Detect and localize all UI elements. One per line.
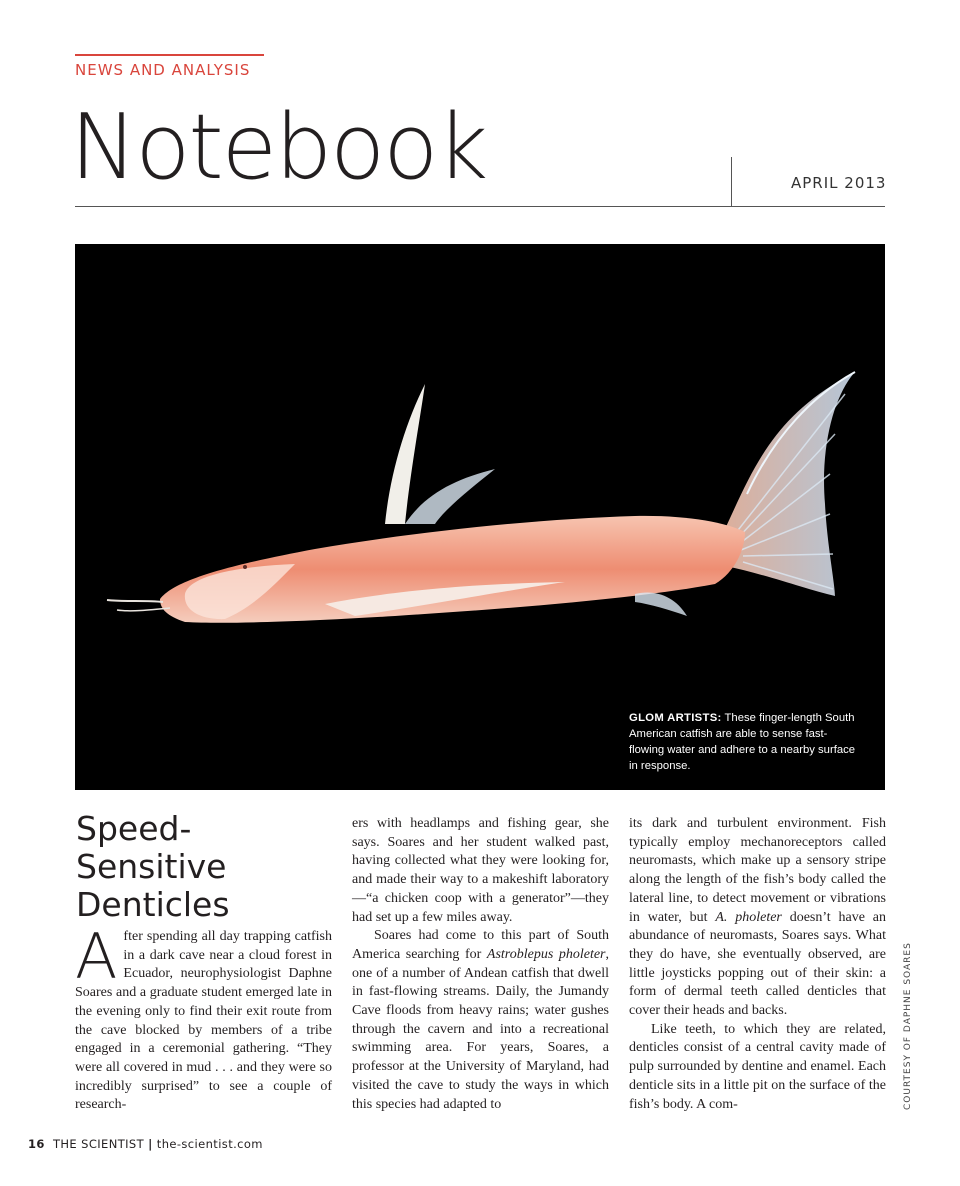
footer-separator: | xyxy=(148,1137,153,1151)
paragraph xyxy=(75,920,332,1115)
species-name: Astroblepus pholeter xyxy=(486,946,606,962)
paragraph-text: fter spending all day trapping catfish in a dark cave near a cloud forest in Ecuador, neurophysiologist Daphne Soares and a graduate student emerged late in the evening only to find their exit route from the cave blocked by members of a tribe engaged in a ceremonial gathering. “They were all covered in mud . . . and they were so incredibly surprised” to see a couple of research- xyxy=(75,929,332,1113)
photo-caption xyxy=(629,710,859,774)
paragraph: Like teeth, to which they are related, denticles consist of a central cavity made of pulp surrounded by dentine and enamel. Each denticle sits in a little pit on the surface of the fish’s body. A com- xyxy=(629,1021,886,1112)
page-footer xyxy=(28,1137,263,1151)
section-label: NEWS AND ANALYSIS xyxy=(75,61,251,79)
drop-cap: A xyxy=(75,920,118,993)
publication-name: THE SCIENTIST xyxy=(52,1137,145,1151)
issue-date: APRIL 2013 xyxy=(791,174,887,192)
photo-credit: COURTESY OF DAPHNE SOARES xyxy=(903,942,913,1110)
caption-heading: GLOM ARTISTS: xyxy=(629,712,722,724)
article-title: Speed-Sensitive Denticles xyxy=(76,809,230,924)
issue-divider xyxy=(731,157,732,207)
catfish-illustration xyxy=(75,244,885,790)
article-column-3 xyxy=(629,815,886,1120)
website-link[interactable]: the-scientist.com xyxy=(156,1137,263,1151)
dorsal-fin xyxy=(385,384,495,524)
page-title: Notebook xyxy=(70,95,487,200)
paragraph xyxy=(629,815,886,1021)
species-name: A. pholeter xyxy=(715,909,782,925)
paragraph-text: doesn’t have an abundance of neuromasts, Soares says. What they do have, she eventually observed, are little joysticks popping out of their skin: a form of dermal teeth called denticles that cover their heads and backs. xyxy=(629,909,886,1019)
paragraph-text: Soares had come to this part of South America searching for xyxy=(352,928,609,962)
paragraph-text: , one of a number of Andean catfish that dwell in fast-flowing streams. Daily, the Jumandy Cave floods from heavy rains; water gushes through the cavern and into a recreational swimming area. For years, Soares, a professor at the University of Maryland, had visited the cave to study the ways in which this species had adapted to xyxy=(352,946,609,1112)
caudal-fin xyxy=(725,372,855,596)
fish-barbels xyxy=(107,600,170,611)
article-column-2 xyxy=(352,815,609,1120)
caption-text: These finger-length South American catfish are able to sense fast-flowing water and adhere to a nearby surface in response. xyxy=(629,712,856,772)
page-number: 16 xyxy=(28,1137,45,1151)
header-rule xyxy=(75,206,885,207)
paragraph xyxy=(352,927,609,1114)
catfish-photo xyxy=(75,244,885,790)
article-column-1 xyxy=(75,920,332,1118)
fish-eye xyxy=(243,565,247,569)
paragraph: ers with headlamps and fishing gear, she says. Soares and her student walked past, having collected what they were looking for, and made their way to a makeshift laboratory—“a chicken coop with a generator”—they had set up a few miles away. xyxy=(352,816,609,925)
section-rule xyxy=(75,54,264,56)
paragraph-text: its dark and turbulent environment. Fish typically employ mechanoreceptors called neuromasts, which make up a sensory stripe along the length of the fish’s body called the lateral line, to detect movement or vibrations in water, but xyxy=(629,816,886,925)
